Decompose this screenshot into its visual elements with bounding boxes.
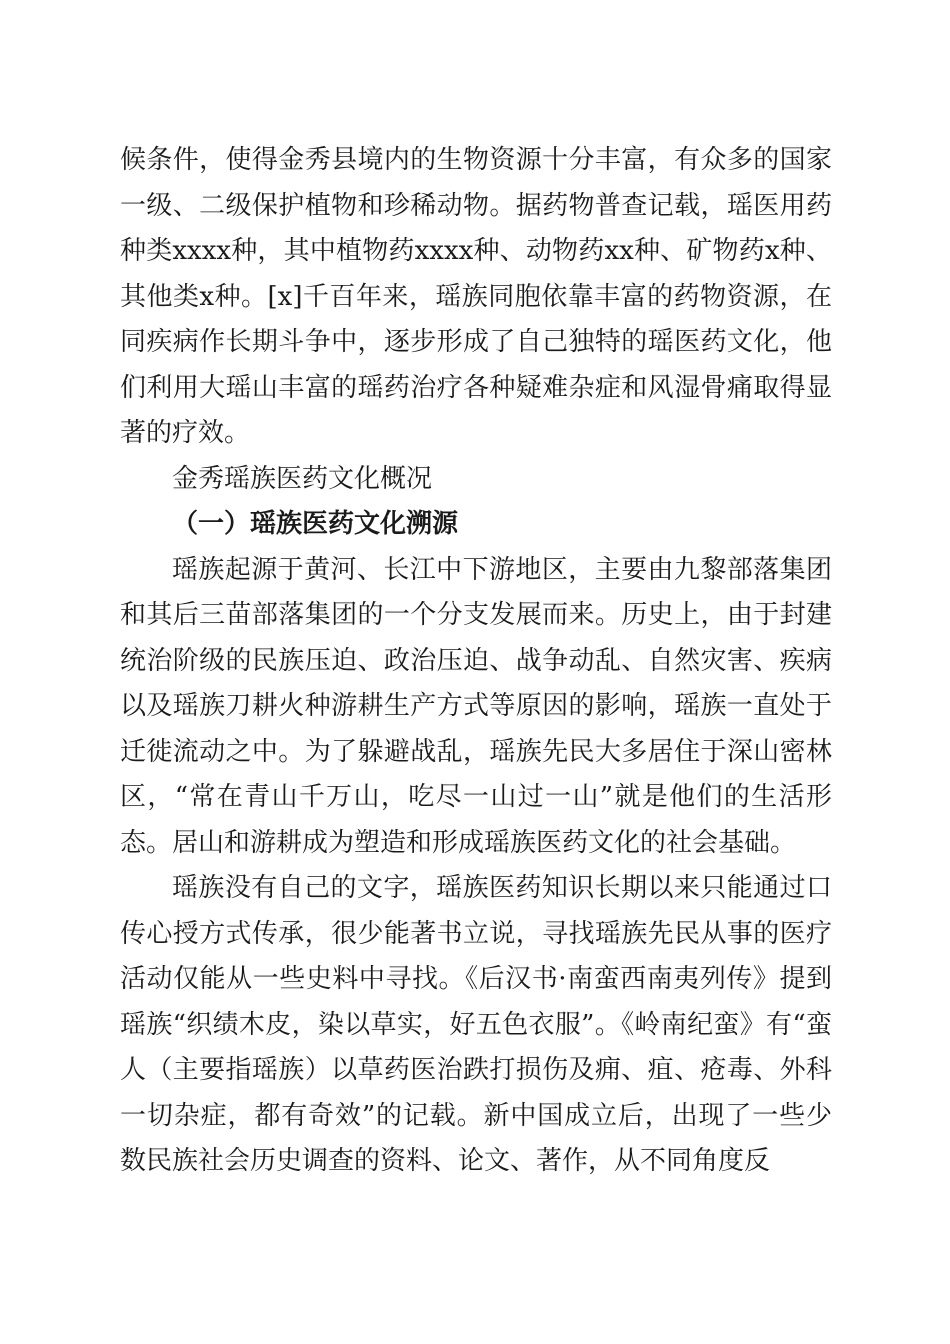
paragraph-continuation: 候条件，使得金秀县境内的生物资源十分丰富，有众多的国家一级、二级保护植物和珍稀动物。据药物普查记载，瑶医用药种类xxxx种，其中植物药xxxx种、动物药xx种、矿物药x种、其他类x种。[x]千百年来，瑶族同胞依靠丰富的药物资源，在同疾病作长期斗争中，逐步形成了自己独特的瑶医药文化，他们利用大瑶山丰富的瑶药治疗各种疑难杂症和风湿骨痛取得显著的疗效。 (120, 145, 832, 448)
paragraph-origin: 瑶族起源于黄河、长江中下游地区，主要由九黎部落集团和其后三苗部落集团的一个分支发展而来。历史上，由于封建统治阶级的民族压迫、政治压迫、战争动乱、自然灾害、疾病以及瑶族刀耕火种游耕生产方式等原因的影响，瑶族一直处于迁徙流动之中。为了躲避战乱，瑶族先民大多居住于深山密林区，“常在青山千万山，吃尽一山过一山”就是他们的生活形态。居山和游耕成为塑造和形成瑶族医药文化的社会基础。 (120, 554, 832, 858)
document-body (120, 138, 832, 1185)
section-heading: 金秀瑶族医药文化概况 (172, 463, 433, 494)
paragraph-history: 瑶族没有自己的文字，瑶族医药知识长期以来只能通过口传心授方式传承，很少能著书立说，寻找瑶族先民从事的医疗活动仅能从一些史料中寻找。《后汉书·南蛮西南夷列传》提到瑶族“织绩木皮，染以草实，好五色衣服”。《岭南纪蛮》有“蛮人（主要指瑶族）以草药医治跌打损伤及痈、疽、疮毒、外科一切杂症，都有奇效”的记载。新中国成立后，出现了一些少数民族社会历史调查的资料、论文、著作，从不同角度反 (120, 873, 832, 1176)
subsection-heading: （一）瑶族医药文化溯源 (172, 509, 459, 539)
